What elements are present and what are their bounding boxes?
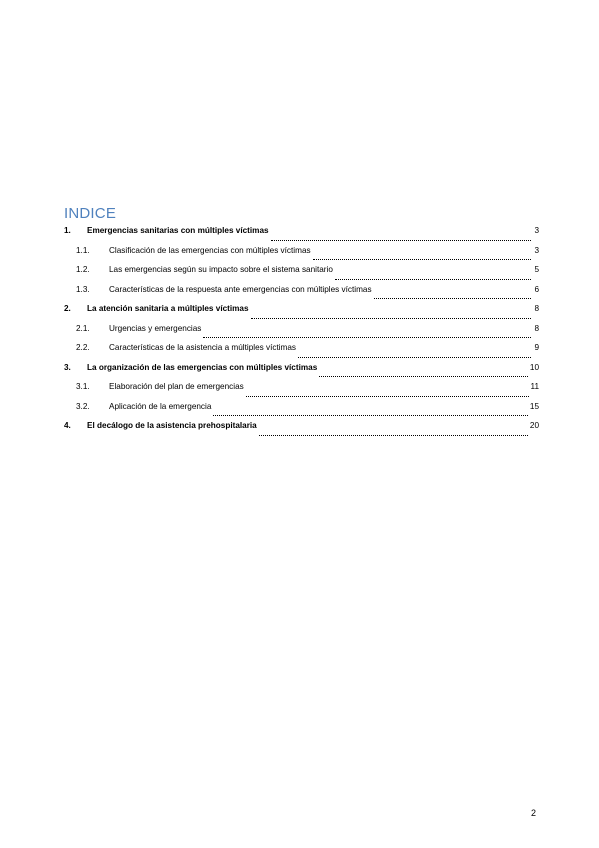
toc-heading: INDICE	[64, 205, 117, 222]
toc-entry-1[interactable]	[64, 226, 539, 246]
toc-entry-title: El decálogo de la asistencia prehospitalaria	[87, 421, 257, 430]
toc-entry-page: 20	[529, 421, 539, 430]
toc-entry-3-1[interactable]	[64, 382, 539, 402]
toc-entry-number: 3.2.	[76, 401, 90, 411]
toc-entry-2-1[interactable]	[64, 324, 539, 344]
toc-entry-2-2[interactable]	[64, 343, 539, 363]
toc-entry-page: 10	[529, 362, 539, 372]
toc-entry-number: 3.	[64, 362, 71, 372]
toc-entry-1-1[interactable]	[64, 246, 539, 266]
toc-entry-title: Características de la asistencia a múltiples víctimas	[109, 343, 297, 352]
toc-entry-number: 4.	[64, 421, 71, 430]
toc-entry-page: 3	[534, 245, 539, 255]
toc-entry-title: Clasificación de las emergencias con múltiples víctimas	[109, 245, 311, 255]
dot-leader	[271, 240, 531, 241]
toc-entry-title: Características de la respuesta ante emergencias con múltiples víctimas	[109, 284, 372, 294]
toc-entry-4[interactable]	[64, 421, 539, 441]
toc-entry-page: 11	[530, 382, 539, 391]
toc-entry-page: 8	[534, 304, 539, 313]
dot-leader	[259, 435, 528, 436]
dot-leader	[213, 415, 527, 416]
table-of-contents	[64, 226, 539, 441]
toc-entry-number: 2.2.	[76, 343, 90, 352]
toc-entry-page: 5	[534, 265, 539, 274]
toc-entry-1-3[interactable]	[64, 285, 539, 305]
toc-entry-number: 1.3.	[76, 284, 90, 294]
toc-entry-number: 1.	[64, 226, 71, 235]
toc-entry-number: 2.	[64, 304, 71, 313]
dot-leader	[246, 396, 529, 397]
toc-entry-title: Emergencias sanitarias con múltiples víctimas	[87, 226, 269, 235]
toc-entry-title: Urgencias y emergencias	[109, 323, 202, 333]
toc-entry-page: 9	[534, 343, 539, 352]
toc-entry-title: Las emergencias según su impacto sobre el sistema sanitario	[109, 265, 333, 274]
dot-leader	[298, 357, 531, 358]
toc-entry-title: La organización de las emergencias con múltiples víctimas	[87, 362, 318, 372]
toc-entry-page: 3	[534, 226, 539, 235]
toc-entry-1-2[interactable]	[64, 265, 539, 285]
toc-entry-title: Aplicación de la emergencia	[109, 401, 212, 411]
toc-entry-2[interactable]	[64, 304, 539, 324]
toc-entry-number: 3.1.	[76, 382, 90, 391]
dot-leader	[251, 318, 531, 319]
toc-entry-number: 1.2.	[76, 265, 90, 274]
page-number: 2	[530, 808, 536, 818]
dot-leader	[319, 376, 528, 377]
dot-leader	[335, 279, 531, 280]
dot-leader	[203, 337, 531, 338]
toc-entry-title: La atención sanitaria a múltiples víctimas	[87, 304, 249, 313]
toc-entry-title: Elaboración del plan de emergencias	[109, 382, 244, 391]
toc-entry-number: 1.1.	[76, 245, 90, 255]
toc-entry-3[interactable]	[64, 363, 539, 383]
toc-entry-page: 6	[534, 284, 539, 294]
dot-leader	[313, 259, 531, 260]
toc-entry-page: 15	[529, 401, 539, 411]
toc-entry-3-2[interactable]	[64, 402, 539, 422]
dot-leader	[374, 298, 531, 299]
toc-entry-page: 8	[534, 323, 539, 333]
toc-entry-number: 2.1.	[76, 323, 90, 333]
